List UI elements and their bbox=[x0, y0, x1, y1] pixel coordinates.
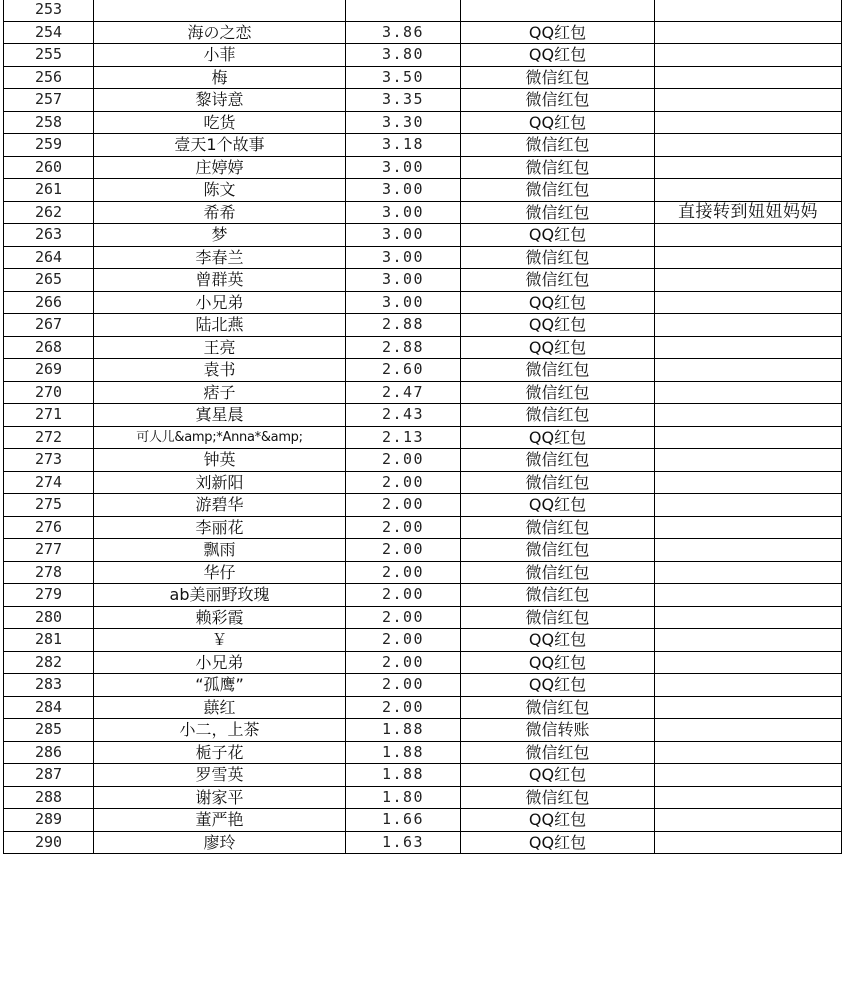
table-row bbox=[4, 606, 842, 629]
amount-cell: 3.18 bbox=[346, 134, 461, 157]
payment-method-cell: 微信转账 bbox=[461, 719, 655, 742]
note-cell bbox=[655, 44, 842, 67]
note-cell bbox=[655, 404, 842, 427]
payment-method-cell: 微信红包 bbox=[461, 561, 655, 584]
note-cell bbox=[655, 809, 842, 832]
note-cell bbox=[655, 651, 842, 674]
payment-method-cell: 微信红包 bbox=[461, 381, 655, 404]
donation-table-body bbox=[4, 0, 842, 854]
amount-cell: 2.00 bbox=[346, 629, 461, 652]
payment-method-cell: 微信红包 bbox=[461, 201, 655, 224]
donor-name-cell: 王亮 bbox=[94, 336, 346, 359]
table-row bbox=[4, 89, 842, 112]
row-number-cell: 271 bbox=[4, 404, 94, 427]
payment-method-cell: 微信红包 bbox=[461, 584, 655, 607]
table-row bbox=[4, 831, 842, 854]
payment-method-cell: QQ红包 bbox=[461, 674, 655, 697]
note-cell bbox=[655, 561, 842, 584]
donor-name-cell: 华仔 bbox=[94, 561, 346, 584]
table-row bbox=[4, 44, 842, 67]
donor-name-cell: 游碧华 bbox=[94, 494, 346, 517]
row-number-cell: 254 bbox=[4, 21, 94, 44]
donor-name-cell: 吃货 bbox=[94, 111, 346, 134]
amount-cell: 1.88 bbox=[346, 764, 461, 787]
row-number-cell: 261 bbox=[4, 179, 94, 202]
row-number-cell: 257 bbox=[4, 89, 94, 112]
note-cell bbox=[655, 0, 842, 21]
amount-cell: 3.00 bbox=[346, 179, 461, 202]
note-cell bbox=[655, 359, 842, 382]
row-number-cell: 269 bbox=[4, 359, 94, 382]
donor-name-cell: 痞子 bbox=[94, 381, 346, 404]
amount-cell: 3.35 bbox=[346, 89, 461, 112]
donor-name-cell: 董严艳 bbox=[94, 809, 346, 832]
row-number-cell: 259 bbox=[4, 134, 94, 157]
note-cell bbox=[655, 764, 842, 787]
table-row bbox=[4, 584, 842, 607]
amount-cell: 2.88 bbox=[346, 314, 461, 337]
amount-cell: 3.30 bbox=[346, 111, 461, 134]
note-cell bbox=[655, 156, 842, 179]
payment-method-cell: 微信红包 bbox=[461, 516, 655, 539]
payment-method-cell: QQ红包 bbox=[461, 111, 655, 134]
donor-name-cell: 钟英 bbox=[94, 449, 346, 472]
payment-method-cell: 微信红包 bbox=[461, 359, 655, 382]
note-cell bbox=[655, 719, 842, 742]
note-cell bbox=[655, 786, 842, 809]
table-row bbox=[4, 336, 842, 359]
note-cell bbox=[655, 111, 842, 134]
donor-name-cell: 希希 bbox=[94, 201, 346, 224]
note-cell bbox=[655, 134, 842, 157]
table-row bbox=[4, 0, 842, 21]
note-cell bbox=[655, 696, 842, 719]
row-number-cell: 262 bbox=[4, 201, 94, 224]
donor-name-cell: “孤鹰” bbox=[94, 674, 346, 697]
payment-method-cell: 微信红包 bbox=[461, 156, 655, 179]
row-number-cell: 287 bbox=[4, 764, 94, 787]
table-row bbox=[4, 516, 842, 539]
donor-name-cell: 李春兰 bbox=[94, 246, 346, 269]
donor-name-cell: 庄婷婷 bbox=[94, 156, 346, 179]
row-number-cell: 285 bbox=[4, 719, 94, 742]
row-number-cell: 258 bbox=[4, 111, 94, 134]
amount-cell: 1.88 bbox=[346, 741, 461, 764]
donor-name-cell: 袁书 bbox=[94, 359, 346, 382]
amount-cell: 2.00 bbox=[346, 651, 461, 674]
note-cell bbox=[655, 246, 842, 269]
amount-cell: 3.80 bbox=[346, 44, 461, 67]
note-cell bbox=[655, 336, 842, 359]
donor-name-cell: 赖彩霞 bbox=[94, 606, 346, 629]
amount-cell: 3.00 bbox=[346, 291, 461, 314]
row-number-cell: 284 bbox=[4, 696, 94, 719]
row-number-cell: 264 bbox=[4, 246, 94, 269]
row-number-cell: 279 bbox=[4, 584, 94, 607]
note-cell bbox=[655, 471, 842, 494]
table-row bbox=[4, 786, 842, 809]
payment-method-cell: 微信红包 bbox=[461, 449, 655, 472]
table-row bbox=[4, 696, 842, 719]
table-row bbox=[4, 471, 842, 494]
payment-method-cell: QQ红包 bbox=[461, 629, 655, 652]
row-number-cell: 272 bbox=[4, 426, 94, 449]
amount-cell: 3.50 bbox=[346, 66, 461, 89]
amount-cell: 1.66 bbox=[346, 809, 461, 832]
note-cell bbox=[655, 381, 842, 404]
table-row bbox=[4, 561, 842, 584]
payment-method-cell: 微信红包 bbox=[461, 539, 655, 562]
note-cell bbox=[655, 269, 842, 292]
payment-method-cell: QQ红包 bbox=[461, 764, 655, 787]
table-row bbox=[4, 809, 842, 832]
note-cell bbox=[655, 89, 842, 112]
note-cell bbox=[655, 831, 842, 854]
donor-name-cell: ab美丽野玫瑰 bbox=[94, 584, 346, 607]
amount-cell: 2.00 bbox=[346, 696, 461, 719]
table-row bbox=[4, 741, 842, 764]
note-cell bbox=[655, 449, 842, 472]
row-number-cell: 280 bbox=[4, 606, 94, 629]
payment-method-cell: QQ红包 bbox=[461, 291, 655, 314]
amount-cell: 3.00 bbox=[346, 269, 461, 292]
row-number-cell: 268 bbox=[4, 336, 94, 359]
row-number-cell: 266 bbox=[4, 291, 94, 314]
donor-name-cell: 飘雨 bbox=[94, 539, 346, 562]
amount-cell: 2.13 bbox=[346, 426, 461, 449]
donor-name-cell bbox=[94, 0, 346, 21]
amount-cell: 2.88 bbox=[346, 336, 461, 359]
row-number-cell: 260 bbox=[4, 156, 94, 179]
table-row bbox=[4, 246, 842, 269]
payment-method-cell: 微信红包 bbox=[461, 696, 655, 719]
row-number-cell: 270 bbox=[4, 381, 94, 404]
row-number-cell: 278 bbox=[4, 561, 94, 584]
donor-name-cell: 陆北燕 bbox=[94, 314, 346, 337]
payment-method-cell: 微信红包 bbox=[461, 246, 655, 269]
note-cell bbox=[655, 66, 842, 89]
table-row bbox=[4, 66, 842, 89]
donor-name-cell: 海の之恋 bbox=[94, 21, 346, 44]
row-number-cell: 282 bbox=[4, 651, 94, 674]
payment-method-cell: 微信红包 bbox=[461, 66, 655, 89]
amount-cell: 1.80 bbox=[346, 786, 461, 809]
payment-method-cell: 微信红包 bbox=[461, 269, 655, 292]
donor-name-cell: 栀子花 bbox=[94, 741, 346, 764]
note-cell bbox=[655, 291, 842, 314]
payment-method-cell: 微信红包 bbox=[461, 471, 655, 494]
amount-cell: 3.00 bbox=[346, 246, 461, 269]
table-row bbox=[4, 539, 842, 562]
payment-method-cell: QQ红包 bbox=[461, 314, 655, 337]
amount-cell: 2.00 bbox=[346, 494, 461, 517]
amount-cell: 2.00 bbox=[346, 606, 461, 629]
payment-method-cell: QQ红包 bbox=[461, 224, 655, 247]
table-row bbox=[4, 651, 842, 674]
table-row bbox=[4, 449, 842, 472]
row-number-cell: 277 bbox=[4, 539, 94, 562]
amount-cell: 1.88 bbox=[346, 719, 461, 742]
note-cell bbox=[655, 179, 842, 202]
donor-name-cell: 可人儿&amp;*Anna*&amp; bbox=[94, 426, 346, 449]
payment-method-cell bbox=[461, 0, 655, 21]
payment-method-cell: 微信红包 bbox=[461, 404, 655, 427]
payment-method-cell: 微信红包 bbox=[461, 134, 655, 157]
table-row bbox=[4, 404, 842, 427]
row-number-cell: 256 bbox=[4, 66, 94, 89]
donor-name-cell: 小二，上茶 bbox=[94, 719, 346, 742]
donor-name-cell: 陈文 bbox=[94, 179, 346, 202]
table-row bbox=[4, 719, 842, 742]
payment-method-cell: QQ红包 bbox=[461, 809, 655, 832]
table-row bbox=[4, 291, 842, 314]
row-number-cell: 253 bbox=[4, 0, 94, 21]
amount-cell: 2.47 bbox=[346, 381, 461, 404]
note-cell: 直接转到妞妞妈妈 bbox=[655, 201, 842, 224]
table-row bbox=[4, 111, 842, 134]
amount-cell: 2.00 bbox=[346, 471, 461, 494]
payment-method-cell: QQ红包 bbox=[461, 426, 655, 449]
table-row bbox=[4, 21, 842, 44]
table-row bbox=[4, 201, 842, 224]
row-number-cell: 275 bbox=[4, 494, 94, 517]
note-cell bbox=[655, 584, 842, 607]
amount-cell: 2.00 bbox=[346, 516, 461, 539]
note-cell bbox=[655, 606, 842, 629]
row-number-cell: 290 bbox=[4, 831, 94, 854]
note-cell bbox=[655, 21, 842, 44]
table-row bbox=[4, 381, 842, 404]
row-number-cell: 286 bbox=[4, 741, 94, 764]
table-row bbox=[4, 156, 842, 179]
donor-name-cell: 黎诗意 bbox=[94, 89, 346, 112]
payment-method-cell: QQ红包 bbox=[461, 651, 655, 674]
donor-name-cell: 梦 bbox=[94, 224, 346, 247]
table-row bbox=[4, 359, 842, 382]
donor-name-cell: ￥ bbox=[94, 629, 346, 652]
payment-method-cell: QQ红包 bbox=[461, 831, 655, 854]
amount-cell: 3.00 bbox=[346, 201, 461, 224]
donor-name-cell: 梅 bbox=[94, 66, 346, 89]
amount-cell: 2.00 bbox=[346, 561, 461, 584]
payment-method-cell: 微信红包 bbox=[461, 89, 655, 112]
note-cell bbox=[655, 741, 842, 764]
row-number-cell: 274 bbox=[4, 471, 94, 494]
note-cell bbox=[655, 674, 842, 697]
donor-name-cell: 曾群英 bbox=[94, 269, 346, 292]
payment-method-cell: QQ红包 bbox=[461, 336, 655, 359]
amount-cell: 3.00 bbox=[346, 156, 461, 179]
table-row bbox=[4, 224, 842, 247]
amount-cell: 3.00 bbox=[346, 224, 461, 247]
donor-name-cell: 谢家平 bbox=[94, 786, 346, 809]
donor-name-cell: 小兄弟 bbox=[94, 291, 346, 314]
table-row bbox=[4, 764, 842, 787]
row-number-cell: 289 bbox=[4, 809, 94, 832]
table-row bbox=[4, 674, 842, 697]
note-cell bbox=[655, 224, 842, 247]
donor-name-cell: 壹天1个故事 bbox=[94, 134, 346, 157]
donor-name-cell: 刘新阳 bbox=[94, 471, 346, 494]
note-cell bbox=[655, 629, 842, 652]
payment-method-cell: 微信红包 bbox=[461, 606, 655, 629]
donor-name-cell: 李丽花 bbox=[94, 516, 346, 539]
table-row bbox=[4, 269, 842, 292]
row-number-cell: 255 bbox=[4, 44, 94, 67]
amount-cell: 2.60 bbox=[346, 359, 461, 382]
donor-name-cell: 小菲 bbox=[94, 44, 346, 67]
note-cell bbox=[655, 539, 842, 562]
row-number-cell: 265 bbox=[4, 269, 94, 292]
table-row bbox=[4, 134, 842, 157]
row-number-cell: 281 bbox=[4, 629, 94, 652]
amount-cell: 3.86 bbox=[346, 21, 461, 44]
donor-name-cell: 寘星晨 bbox=[94, 404, 346, 427]
donor-name-cell: 廖玲 bbox=[94, 831, 346, 854]
row-number-cell: 273 bbox=[4, 449, 94, 472]
row-number-cell: 288 bbox=[4, 786, 94, 809]
table-row bbox=[4, 179, 842, 202]
table-row bbox=[4, 629, 842, 652]
payment-method-cell: 微信红包 bbox=[461, 179, 655, 202]
amount-cell: 2.00 bbox=[346, 584, 461, 607]
amount-cell: 2.00 bbox=[346, 539, 461, 562]
amount-cell: 2.43 bbox=[346, 404, 461, 427]
payment-method-cell: QQ红包 bbox=[461, 494, 655, 517]
payment-method-cell: 微信红包 bbox=[461, 741, 655, 764]
table-row bbox=[4, 314, 842, 337]
row-number-cell: 267 bbox=[4, 314, 94, 337]
payment-method-cell: QQ红包 bbox=[461, 21, 655, 44]
note-cell bbox=[655, 494, 842, 517]
donation-table bbox=[3, 0, 842, 854]
table-row bbox=[4, 494, 842, 517]
row-number-cell: 276 bbox=[4, 516, 94, 539]
amount-cell: 1.63 bbox=[346, 831, 461, 854]
payment-method-cell: QQ红包 bbox=[461, 44, 655, 67]
row-number-cell: 283 bbox=[4, 674, 94, 697]
note-cell bbox=[655, 314, 842, 337]
row-number-cell: 263 bbox=[4, 224, 94, 247]
note-cell bbox=[655, 426, 842, 449]
amount-cell: 2.00 bbox=[346, 674, 461, 697]
amount-cell: 2.00 bbox=[346, 449, 461, 472]
payment-method-cell: 微信红包 bbox=[461, 786, 655, 809]
donor-name-cell: 罗雪英 bbox=[94, 764, 346, 787]
donor-name-cell: 小兄弟 bbox=[94, 651, 346, 674]
note-cell bbox=[655, 516, 842, 539]
table-row bbox=[4, 426, 842, 449]
donor-name-cell: 蕻红 bbox=[94, 696, 346, 719]
amount-cell bbox=[346, 0, 461, 21]
